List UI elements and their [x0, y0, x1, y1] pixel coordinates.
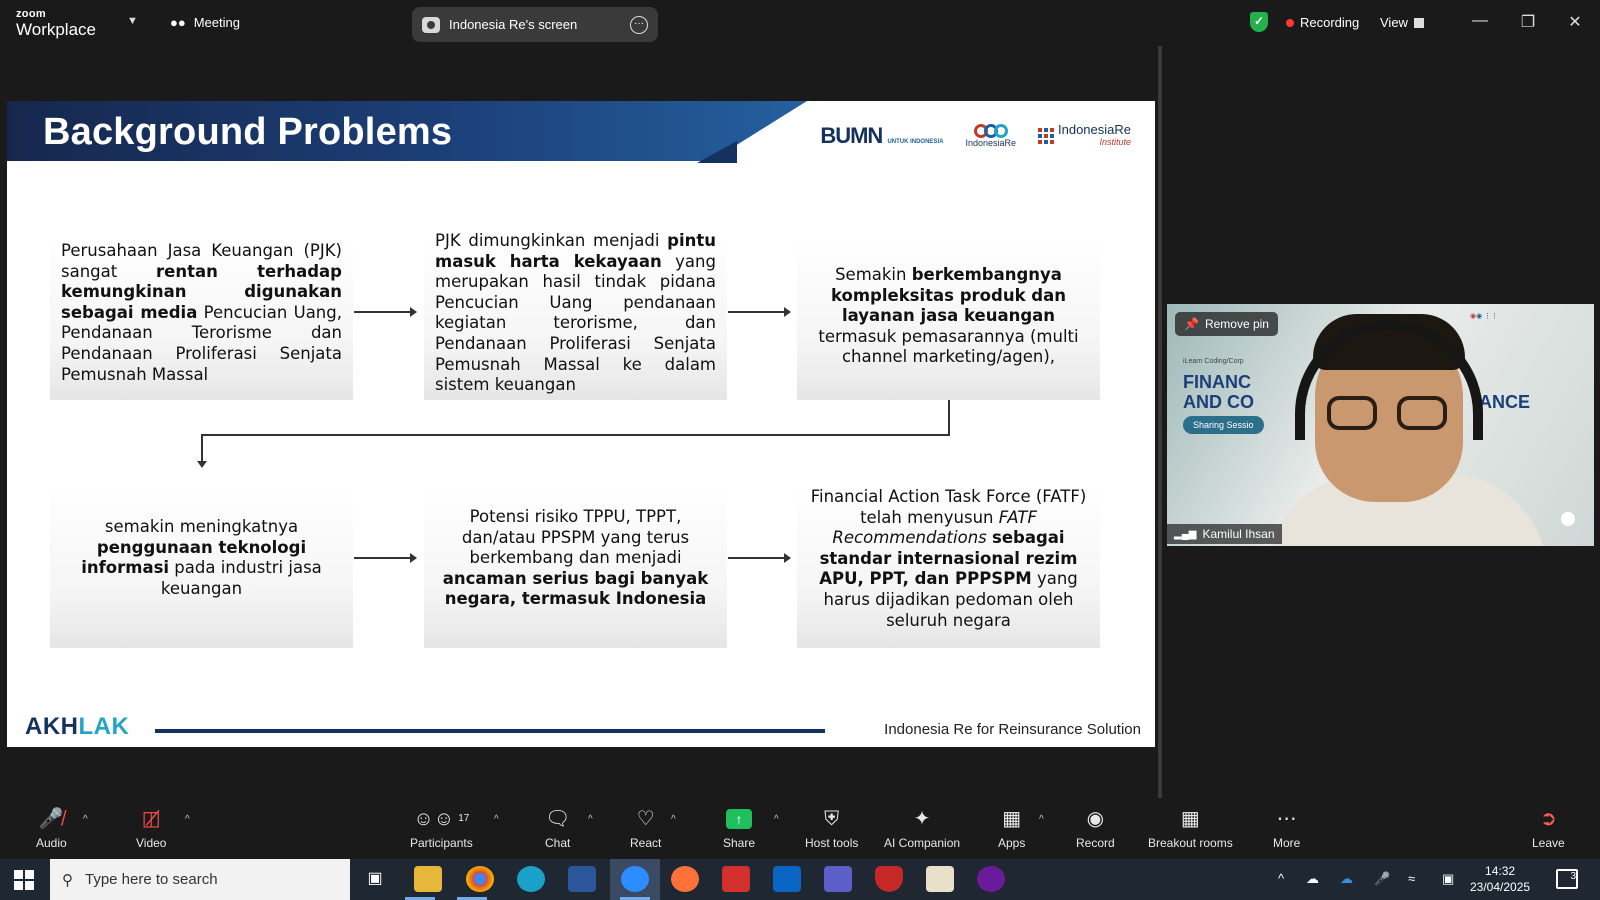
taskbar-search-placeholder: Type here to search: [85, 871, 218, 888]
taskbar-clock[interactable]: [1470, 863, 1530, 895]
institute-logo-sub: Institute: [1099, 137, 1131, 147]
box-text-segment: Perusahaan Jasa Keuangan (PJK) sangat: [61, 241, 342, 281]
box-text-segment: Semakin: [835, 265, 912, 284]
firefox-icon[interactable]: [671, 866, 699, 892]
problem-box-text: [797, 485, 1100, 631]
arrow-right-icon: [354, 557, 416, 559]
zoom-brand-bottom: Workplace: [16, 20, 96, 39]
box-text-segment: berkembangnya kompleksitas produk dan layanan jasa keuangan: [830, 265, 1066, 326]
chrome-icon[interactable]: [466, 866, 494, 892]
box-text-segment: Financial Action Task Force (FATF) telah menyusun: [810, 487, 1087, 527]
more-options-icon[interactable]: ···: [630, 16, 648, 34]
footer-divider: [155, 729, 825, 733]
bumn-logo-text: BUMN: [820, 123, 883, 148]
audio-button[interactable]: [36, 806, 67, 850]
akhlak-logo-a: AKH: [25, 713, 79, 740]
participant-name-tag: [1167, 524, 1282, 544]
notification-center-icon[interactable]: [1556, 869, 1578, 889]
indonesiare-logo-text: IndonesiaRe: [965, 138, 1016, 148]
akhlak-logo-b: LAK: [78, 713, 130, 740]
close-icon[interactable]: ✕: [1568, 14, 1582, 31]
signal-strength-icon: ▂▄▆: [1174, 528, 1197, 540]
institute-logo-main: IndonesiaRe: [1058, 122, 1131, 137]
participants-label: Participants: [410, 836, 473, 850]
box-text-segment: FATF Recommendations: [832, 507, 1037, 548]
microphone-icon[interactable]: 🎤: [1374, 871, 1391, 886]
apps-button[interactable]: [998, 806, 1025, 850]
video-options-caret-icon[interactable]: ^: [185, 814, 190, 825]
chat-label: Chat: [545, 836, 571, 850]
problem-box-5: [424, 485, 727, 648]
audio-label: Audio: [36, 836, 67, 850]
breakout-rooms-label: Breakout rooms: [1148, 836, 1233, 850]
chat-icon: 🗨: [545, 808, 571, 830]
bumn-logo: [820, 123, 943, 149]
recording-dot-icon: [1286, 19, 1294, 27]
sparkle-icon: ✦: [913, 808, 931, 830]
cloud-icon[interactable]: ☁: [1306, 871, 1319, 886]
share-button[interactable]: [723, 806, 755, 850]
arrow-right-icon: [728, 557, 790, 559]
video-bg-title-line1: FINANC: [1183, 372, 1251, 392]
remove-pin-label: Remove pin: [1204, 317, 1269, 331]
video-options-icon[interactable]: [1561, 512, 1575, 526]
microphone-muted-icon: 🎤̸: [38, 808, 64, 830]
problem-box-text: [797, 237, 1100, 368]
arrow-right-icon: [354, 311, 416, 313]
presentation-slide: [7, 101, 1155, 747]
video-bg-title: [1183, 372, 1254, 412]
shield-icon: ⛨: [824, 808, 840, 830]
zoom-brand-top: zoom: [16, 8, 46, 20]
host-tools-button[interactable]: [805, 806, 858, 850]
slide-logos: [820, 123, 1131, 149]
onedrive-icon[interactable]: ☁: [1340, 871, 1353, 886]
connector-line: [948, 400, 950, 436]
chat-caret-icon[interactable]: ^: [588, 814, 593, 825]
participants-button[interactable]: [410, 806, 473, 850]
media-player-icon[interactable]: [977, 866, 1005, 892]
taskbar-search-box[interactable]: [50, 859, 350, 900]
word-icon[interactable]: [568, 866, 596, 892]
zoom-workplace-logo[interactable]: [16, 9, 96, 38]
arrow-right-icon: [728, 311, 790, 313]
problem-box-6: [797, 485, 1100, 648]
clock-time: 14:32: [1485, 864, 1516, 878]
apps-caret-icon[interactable]: ^: [1039, 814, 1044, 825]
react-caret-icon[interactable]: ^: [671, 814, 676, 825]
security-app-icon[interactable]: [875, 866, 903, 892]
record-icon: ◉: [1086, 808, 1105, 830]
problem-box-text: [424, 485, 727, 610]
react-label: React: [630, 836, 662, 850]
video-bg-title-line2: AND CO: [1183, 392, 1254, 412]
leave-label: Leave: [1532, 836, 1565, 850]
box-text-segment: PJK dimungkinkan menjadi: [435, 231, 668, 250]
zoom-icon[interactable]: [621, 866, 649, 892]
slide-title: Background Problems: [43, 111, 453, 153]
heart-icon: ♡: [636, 808, 655, 830]
record-label: Record: [1076, 836, 1115, 850]
react-button[interactable]: [630, 806, 661, 850]
share-arrow-icon: ↑: [726, 809, 752, 829]
chat-button[interactable]: [545, 806, 570, 850]
screen-share-icon: [422, 17, 440, 33]
problem-box-2: [424, 231, 727, 400]
participants-count: 17: [458, 813, 470, 824]
box-text-segment: pada industri jasa keuangan: [160, 558, 322, 598]
remove-pin-button[interactable]: [1175, 312, 1278, 336]
video-button[interactable]: [136, 806, 166, 850]
record-button[interactable]: [1076, 806, 1115, 850]
screen-share-label: Indonesia Re's screen: [449, 17, 578, 32]
tray-overflow-icon[interactable]: ^: [1278, 871, 1285, 886]
chevron-down-icon[interactable]: ▼: [127, 15, 138, 27]
video-bg-logos: ◉◉ ⋮⋮: [1470, 313, 1499, 320]
more-label: More: [1273, 836, 1301, 850]
share-caret-icon[interactable]: ^: [774, 814, 779, 825]
view-layout-icon: [1414, 18, 1424, 28]
glasses: [1397, 396, 1447, 430]
minimize-icon[interactable]: —: [1472, 12, 1488, 29]
screen-share-pill[interactable]: [412, 7, 658, 42]
view-label: View: [1380, 15, 1408, 30]
video-bg-title-right: ANCE: [1479, 392, 1531, 412]
box-text-segment: rentan terhadap kemungkinan digunakan sebagai media: [61, 261, 342, 322]
box-text-segment: semakin meningkatnya: [104, 517, 299, 536]
box-text-segment: Pencucian Uang, Pendanaan Terorisme dan Pendanaan Proliferasi Senjata Pemusnah Massal: [61, 302, 342, 384]
participants-caret-icon[interactable]: ^: [494, 814, 499, 825]
problem-box-1: [50, 237, 353, 400]
zoom-top-bar: [0, 0, 1600, 46]
apps-icon: ▦: [1002, 808, 1022, 830]
box-text-segment: penggunaan teknologi informasi: [81, 537, 307, 578]
breakout-rooms-icon: ▦: [1180, 808, 1200, 830]
view-button[interactable]: [1380, 15, 1424, 30]
search-icon: ⚲: [62, 871, 73, 889]
task-view-icon[interactable]: ▣: [367, 870, 383, 887]
video-bg-small-text: iLearn Coding/Corp: [1183, 358, 1244, 365]
windows-start-icon[interactable]: [14, 870, 34, 890]
elo-app-icon[interactable]: [926, 866, 954, 892]
indonesiare-logo: [965, 124, 1016, 148]
leave-door-icon: ➲: [1539, 808, 1557, 830]
akhlak-logo: [25, 713, 129, 741]
slide-tagline: Indonesia Re for Reinsurance Solution: [884, 721, 1141, 738]
participant-name: Kamilul Ihsan: [1202, 527, 1275, 541]
slide-header: [7, 101, 1155, 161]
indonesiare-institute-logo: [1038, 124, 1131, 148]
acrobat-icon[interactable]: [722, 866, 750, 892]
video-off-icon: ◫̸: [141, 808, 161, 830]
participants-icon: ☺☺ 17: [413, 808, 470, 830]
ai-companion-button[interactable]: [884, 806, 960, 850]
box-text-segment: Potensi risiko TPPU, TPPT, dan/atau PPSPM yang terus berkembang dan menjadi: [461, 507, 690, 568]
video-bg-pill: Sharing Sessio: [1183, 416, 1264, 434]
clock-date: 23/04/2025: [1470, 880, 1531, 894]
teams-icon[interactable]: [824, 866, 852, 892]
more-button[interactable]: [1273, 806, 1300, 850]
box-text-segment: ancaman serius bagi banyak negara, termasuk Indonesia: [442, 568, 709, 609]
problem-box-text: [424, 231, 727, 396]
more-icon: ⋯: [1276, 808, 1297, 830]
box-text-segment: yang merupakan hasil tindak pidana Pencucian Uang pendanaan kegiatan terorisme, dan Pendanaan Proliferasi Senjata Pemusnah Massal ke dalam sistem keuangan: [435, 251, 716, 395]
security-shield-icon[interactable]: ✓: [1250, 12, 1268, 32]
dots-icon: [1038, 128, 1054, 144]
restore-icon[interactable]: ❐: [1520, 14, 1536, 31]
pin-icon: 📌: [1184, 317, 1199, 331]
notification-count: 3: [1570, 871, 1576, 882]
display-icon[interactable]: ▣: [1442, 871, 1455, 886]
meeting-label: Meeting: [193, 15, 240, 30]
problem-box-text: [50, 237, 353, 385]
outlook-icon[interactable]: [773, 866, 801, 892]
problem-box-3: [797, 237, 1100, 400]
meeting-toolbar: [0, 798, 1600, 859]
apps-label: Apps: [998, 836, 1026, 850]
file-explorer-icon[interactable]: [414, 866, 442, 892]
box-text-segment: sebagai standar internasional rezim APU, PPT, dan PPPSPM: [819, 528, 1078, 589]
connector-line: [201, 434, 950, 436]
recording-label: Recording: [1300, 15, 1360, 30]
leave-button[interactable]: [1532, 806, 1565, 850]
participant-video[interactable]: [1167, 304, 1594, 546]
audio-options-caret-icon[interactable]: ^: [83, 814, 88, 825]
breakout-rooms-button[interactable]: [1148, 806, 1233, 850]
share-label: Share: [723, 836, 756, 850]
host-tools-label: Host tools: [805, 836, 859, 850]
box-text-segment: termasuk pemasarannya (multi channel marketing/agen),: [818, 326, 1079, 367]
arrow-down-icon: [201, 434, 203, 462]
glasses: [1327, 396, 1377, 430]
box-text-segment: pintu masuk harta kekayaan: [435, 231, 716, 271]
recording-indicator[interactable]: [1286, 15, 1359, 30]
bumn-logo-sub: UNTUK INDONESIA: [887, 139, 944, 145]
rings-icon: [974, 124, 1008, 138]
ai-companion-label: AI Companion: [884, 836, 961, 850]
wifi-icon[interactable]: ≈: [1408, 871, 1416, 886]
video-label: Video: [136, 836, 167, 850]
windows-taskbar: [0, 859, 1600, 900]
box-text-segment: yang harus dijadikan pedoman oleh seluruh negara: [823, 569, 1078, 630]
problem-box-text: [50, 485, 353, 599]
people-icon: ●●: [170, 15, 186, 30]
meeting-menu[interactable]: [170, 15, 240, 30]
canva-icon[interactable]: [517, 866, 545, 892]
problem-box-4: [50, 485, 353, 648]
